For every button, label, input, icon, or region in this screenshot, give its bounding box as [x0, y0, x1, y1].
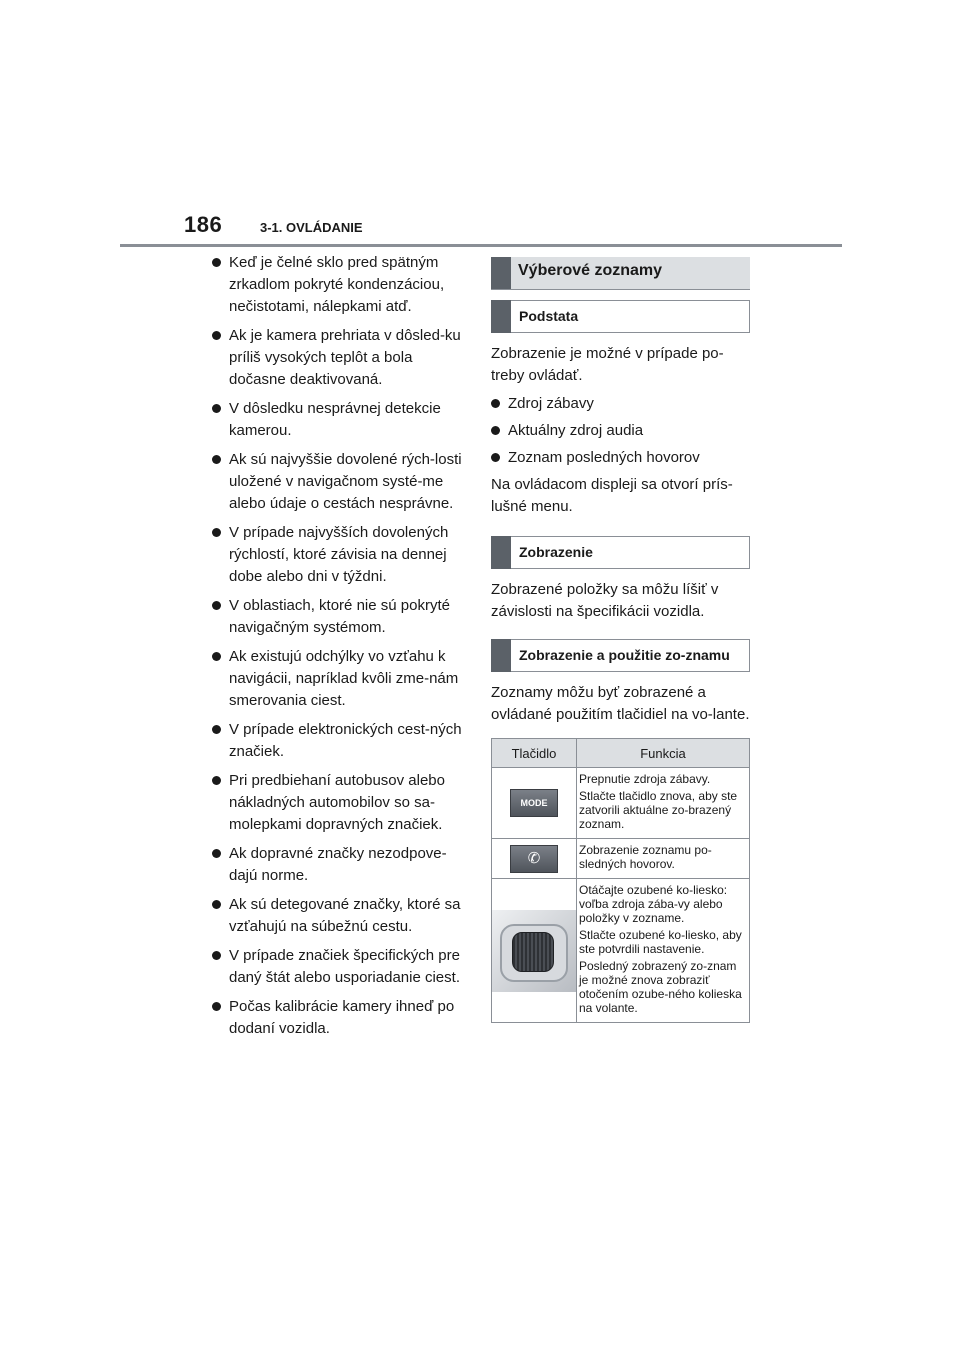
list-item: V dôsledku nesprávnej detekcie kamerou.	[212, 398, 470, 442]
subheading-zobrazenie	[491, 536, 750, 569]
list-item: Ak dopravné značky nezodpove-dajú norme.	[212, 843, 470, 887]
list-item: V prípade elektronických cest-ných značiek.	[212, 719, 470, 763]
bullet-icon	[212, 404, 221, 413]
subheading-zoznam	[491, 639, 750, 672]
subheading-podstata	[491, 300, 750, 333]
heading-bar	[491, 300, 511, 333]
bullet-icon	[491, 453, 500, 462]
bullet-icon	[212, 455, 221, 464]
section-label: 3-1. OVLÁDANIE	[260, 220, 363, 235]
bullet-list	[212, 252, 470, 1040]
list-item: Počas kalibrácie kamery ihneď po dodaní vozidla.	[212, 996, 470, 1040]
table-row	[492, 839, 750, 879]
paragraph: Zoznamy môžu byť zobrazené a ovládané použitím tlačidiel na vo-lante.	[491, 684, 750, 723]
table-row	[492, 879, 750, 1023]
table-cell: Zobrazenie zoznamu po-sledných hovorov.	[577, 839, 750, 879]
bullet-icon	[491, 399, 500, 408]
list-item: V prípade najvyšších dovolených rýchlostí, ktoré závisia na dennej dobe alebo dni v týždni.	[212, 522, 470, 588]
section-heading	[491, 257, 750, 290]
list-item: Keď je čelné sklo pred spätným zrkadlom pokryté kondenzáciou, nečistotami, nálepkami atď.	[212, 252, 470, 318]
bullet-icon	[212, 601, 221, 610]
bullet-icon	[212, 1002, 221, 1011]
table-cell	[492, 768, 577, 839]
paragraph: Zobrazené položky sa môžu líšiť v závislosti na špecifikácii vozidla.	[491, 581, 719, 620]
bullet-icon	[212, 900, 221, 909]
column-header: Funkcia	[577, 739, 750, 768]
list-item: Aktuálny zdroj audia	[491, 420, 750, 442]
heading-bar	[491, 257, 511, 289]
subheading-title: Zobrazenie a použitie zo-znamu	[519, 647, 730, 663]
table-cell: Prepnutie zdroja zábavy. Stlačte tlačidlo znova, aby ste zatvorili aktuálne zo-brazený zoznam.	[577, 768, 750, 839]
bullet-icon	[212, 258, 221, 267]
list-item: Pri predbiehaní autobusov alebo nákladných automobilov so sa-molepkami dopravných značiek.	[212, 770, 470, 836]
subheading-title: Zobrazenie	[519, 544, 593, 560]
bullet-icon	[212, 725, 221, 734]
list-item: Ak sú najvyššie dovolené rých-losti uložené v navigačnom systé-me alebo údaje o cestách nesprávne.	[212, 449, 470, 515]
heading-bar	[491, 639, 511, 672]
heading-bar	[491, 536, 511, 569]
subheading-title: Podstata	[519, 308, 579, 324]
list-item: Ak existujú odchýlky vo vzťahu k navigácii, napríklad kvôli zme-nám smerovania ciest.	[212, 646, 470, 712]
list-item: Zoznam posledných hovorov	[491, 447, 750, 469]
table-cell	[492, 839, 577, 879]
bullet-icon	[212, 849, 221, 858]
controls-table	[491, 738, 750, 1023]
bullet-icon	[491, 426, 500, 435]
list-item: Ak sú detegované značky, ktoré sa vzťahujú na súbežnú cestu.	[212, 894, 470, 938]
bullet-list	[491, 393, 750, 469]
list-item: Zdroj zábavy	[491, 393, 750, 415]
list-item: Ak je kamera prehriata v dôsled-ku príliš vysokých teplôt a bola dočasne deaktivovaná.	[212, 325, 470, 391]
right-column	[491, 257, 750, 1023]
bullet-icon	[212, 776, 221, 785]
thumbwheel-icon	[492, 910, 576, 992]
table-header-row	[492, 739, 750, 768]
left-column	[212, 252, 470, 1047]
section-title: Výberové zoznamy	[518, 262, 663, 279]
column-header: Tlačidlo	[492, 739, 577, 768]
page-number: 186	[184, 212, 223, 237]
table-cell: Otáčajte ozubené ko-liesko: voľba zdroja zába-vy alebo položky v zozname. Stlačte ozubené ko-liesko, aby ste potvrdili nastavenie. Posledný zobrazený zo-znam je možné znova zobraziť otočením ozube-ného kolieska na volante.	[577, 879, 750, 1023]
bullet-icon	[212, 951, 221, 960]
paragraph: Zobrazenie je možné v prípade po-treby ovládať.	[491, 345, 724, 384]
paragraph: Na ovládacom displeji sa otvorí prís-lušné menu.	[491, 476, 733, 515]
bullet-icon	[212, 528, 221, 537]
bullet-icon	[212, 652, 221, 661]
table-row	[492, 768, 750, 839]
list-item: V prípade značiek špecifických pre daný štát alebo usporiadanie ciest.	[212, 945, 470, 989]
header-rule	[120, 244, 842, 247]
list-item: V oblastiach, ktoré nie sú pokryté navigačným systémom.	[212, 595, 470, 639]
mode-button-icon: MODE	[510, 789, 558, 817]
table-cell	[492, 879, 577, 1023]
bullet-icon	[212, 331, 221, 340]
phone-icon: ✆	[510, 845, 558, 873]
